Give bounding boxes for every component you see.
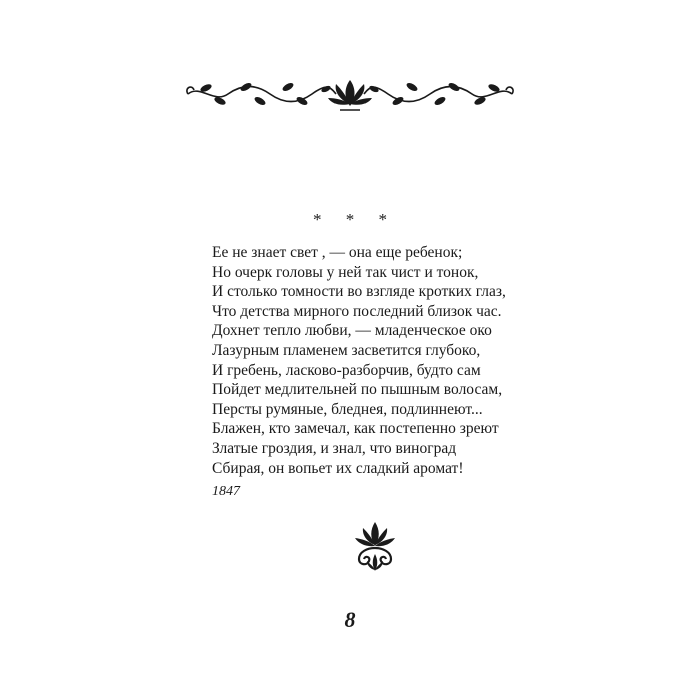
poem-line: И гребень, ласково-разборчив, будто сам (212, 361, 481, 379)
poem-line: Ее не знает свет , — она еще ребенок; (212, 244, 463, 261)
poem-line: Лазурным пламенем засветится глубоко, (212, 341, 481, 359)
poem-line: Персты румяные, бледнея, подлиннеют... (212, 400, 483, 418)
poem-line: Что детства мирного последний близок час. (212, 302, 502, 320)
poem-year: 1847 (212, 484, 240, 499)
poem-line: Дохнет тепло любви, — младенческое око (212, 322, 492, 340)
poem-line: Но очерк головы у ней так чист и тонок, (212, 263, 479, 281)
poem-line: И столько томности во взгляде кротких глаз, (212, 283, 506, 301)
section-separator: * * * (313, 210, 397, 229)
poem-line: Златые гроздия, и знал, что виноград (212, 439, 457, 457)
lotus-scroll-tailpiece-icon (345, 518, 405, 574)
poem-line: Сбирая, он вопьет их сладкий аромат! (212, 459, 464, 477)
floral-vine-divider-icon (180, 70, 520, 120)
page-number: 8 (344, 607, 356, 632)
poem-line: Блажен, кто замечал, как постепенно зреют (212, 420, 499, 438)
poem-text (212, 243, 552, 478)
poem-line: Пойдет медлительней по пышным волосам, (212, 381, 503, 399)
